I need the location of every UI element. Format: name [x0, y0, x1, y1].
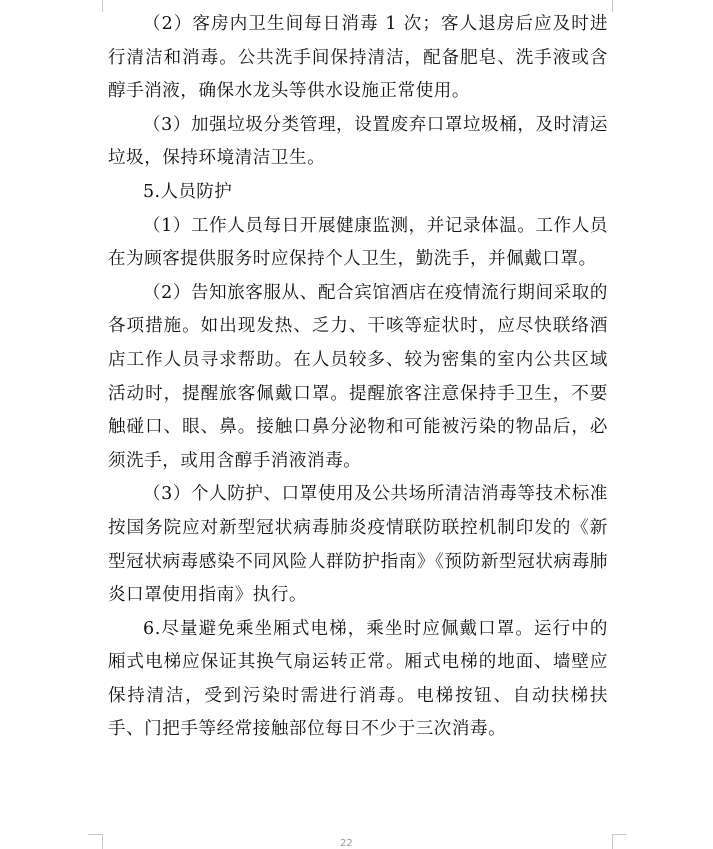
paragraph-elevator-guidance: 6.尽量避免乘坐厢式电梯，乘坐时应佩戴口罩。运行中的厢式电梯应保证其换气扇运转正常。厢式电梯的地面、墙壁应保持清洁，受到污染时需进行消毒。电梯按钮、自动扶梯扶手、门把手等经常接触部位每日不少于三次消毒。 — [108, 618, 608, 740]
document-body — [108, 8, 608, 747]
crop-mark-bottom-left — [88, 834, 103, 849]
paragraph-guest-notice: （2）告知旅客服从、配合宾馆酒店在疫情流行期间采取的各项措施。如出现发热、乏力、干咳等症状时，应尽快联络酒店工作人员寻求帮助。在人员较多、较为密集的室内公共区域活动时，提醒旅客佩戴口罩。提醒旅客注意保持手卫生，不要触碰口、眼、鼻。接触口鼻分泌物和可能被污染的物品后，必须洗手，或用含醇手消液消毒。 — [108, 282, 608, 471]
page-number: 22 — [340, 838, 353, 849]
paragraph-protection-standards: （3）个人防护、口罩使用及公共场所清洁消毒等技术标准按国务院应对新型冠状病毒肺炎疫情联防联控机制印发的《新型冠状病毒感染不同风险人群防护指南》《预防新型冠状病毒肺炎口罩使用指南》执行。 — [108, 484, 608, 606]
section-heading-personnel-protection: 5.人员防护 — [143, 181, 233, 202]
paragraph-waste-management: （3）加强垃圾分类管理，设置废弃口罩垃圾桶，及时清运垃圾，保持环境清洁卫生。 — [108, 114, 608, 169]
crop-mark-bottom-right — [612, 834, 627, 849]
paragraph-staff-health-monitoring: （1）工作人员每日开展健康监测，并记录体温。工作人员在为顾客提供服务时应保持个人卫生，勤洗手，并佩戴口罩。 — [108, 215, 608, 270]
crop-mark-top-left — [88, 0, 103, 12]
paragraph-restroom-disinfection: （2）客房内卫生间每日消毒 1 次；客人退房后应及时进行清洁和消毒。公共洗手间保持清洁，配备肥皂、洗手液或含醇手消液，确保水龙头等供水设施正常使用。 — [108, 14, 608, 102]
crop-mark-top-right — [612, 0, 627, 12]
